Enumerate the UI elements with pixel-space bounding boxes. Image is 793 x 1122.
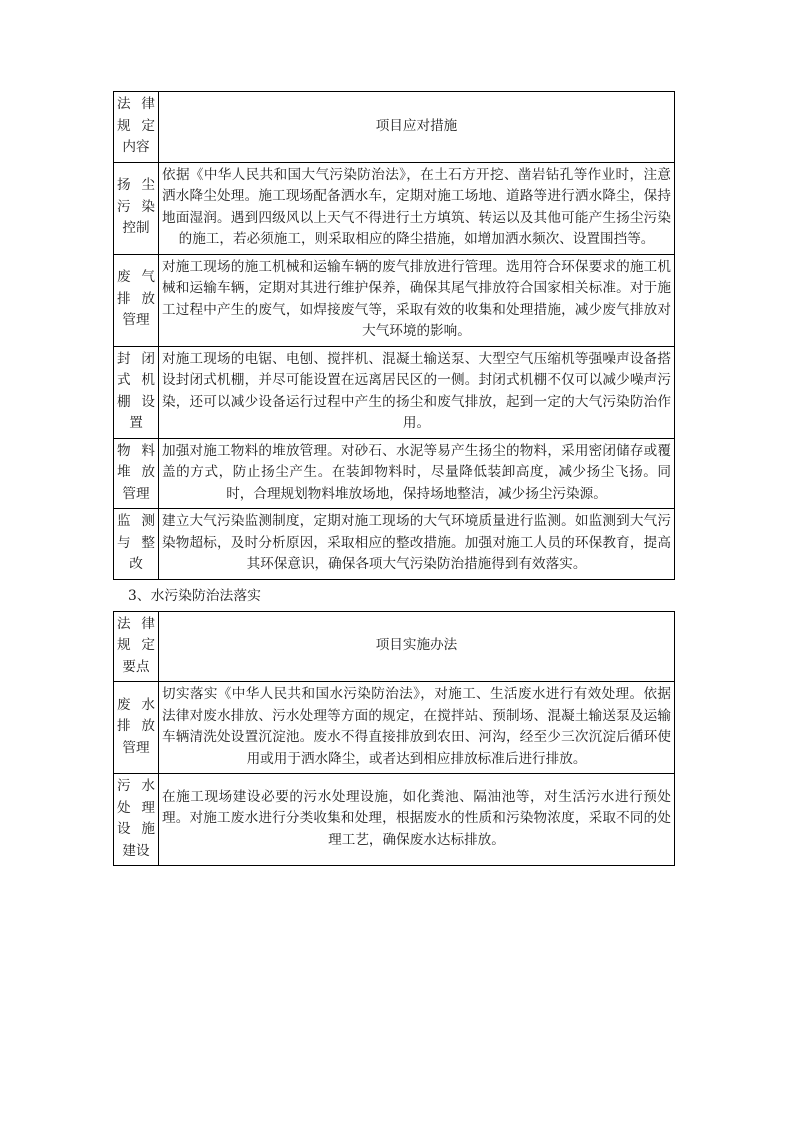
header-label-column: 法律规定要点: [114, 611, 159, 682]
row-body: 在施工现场建设必要的污水处理设施，如化粪池、隔油池等，对生活污水进行预处理。对施工废水进行分类收集和处理，根据废水的性质和污染物浓度，采取不同的处理工艺，确保废水达标排放。: [159, 774, 675, 866]
header-body-column: 项目应对措施: [159, 92, 675, 163]
row-body: 对施工现场的施工机械和运输车辆的废气排放进行管理。选用符合环保要求的施工机械和运输车辆，定期对其进行维护保养，确保其尾气排放符合国家相关标准。对于施工过程中产生的废气，如焊接废气等，采取有效的收集和处理措施，减少废气排放对大气环境的影响。: [159, 254, 675, 346]
row-body: 依据《中华人民共和国大气污染防治法》，在土石方开挖、凿岩钻孔等作业时，注意洒水降尘处理。施工现场配备洒水车，定期对施工场地、道路等进行洒水降尘，保持地面湿润。遇到四级风以上天气不得进行土方填筑、转运以及其他可能产生扬尘污染的施工，若必须施工，则采取相应的降尘措施，如增加洒水频次、设置围挡等。: [159, 162, 675, 254]
row-label: 废水排放管理: [114, 682, 159, 774]
table-row: [114, 346, 675, 438]
row-label: 封闭式机棚设置: [114, 346, 159, 438]
row-body: 对施工现场的电锯、电刨、搅拌机、混凝土输送泵、大型空气压缩机等强噪声设备搭设封闭式机棚，并尽可能设置在远离居民区的一侧。封闭式机棚不仅可以减少噪声污染，还可以减少设备运行过程中产生的扬尘和废气排放，起到一定的大气污染防治作用。: [159, 346, 675, 438]
row-body: 切实落实《中华人民共和国水污染防治法》，对施工、生活废水进行有效处理。依据法律对废水排放、污水处理等方面的规定，在搅拌站、预制场、混凝土输送泵及运输车辆清洗处设置沉淀池。废水不得直接排放到农田、河沟，经至少三次沉淀后循环使用或用于洒水降尘，或者达到相应排放标准后进行排放。: [159, 682, 675, 774]
row-label: 监测与整改: [114, 509, 159, 580]
page-content: [113, 91, 674, 866]
section-heading-water-pollution: 3、水污染防治法落实: [128, 587, 261, 604]
table-row: [114, 254, 675, 346]
table-row: [114, 774, 675, 866]
header-body-column: 项目实施办法: [159, 611, 675, 682]
row-label: 废气排放管理: [114, 254, 159, 346]
table-row: [114, 438, 675, 509]
table-header-row: [114, 611, 675, 682]
water-pollution-table: [113, 611, 675, 867]
row-label: 物料堆放管理: [114, 438, 159, 509]
row-body: 建立大气污染监测制度，定期对施工现场的大气环境质量进行监测。如监测到大气污染物超标，及时分析原因，采取相应的整改措施。加强对施工人员的环保教育，提高其环保意识，确保各项大气污染防治措施得到有效落实。: [159, 509, 675, 580]
header-label-column: 法律规定内容: [114, 92, 159, 163]
table-row: [114, 682, 675, 774]
row-body: 加强对施工物料的堆放管理。对砂石、水泥等易产生扬尘的物料，采用密闭储存或覆盖的方式，防止扬尘产生。在装卸物料时，尽量降低装卸高度，减少扬尘飞扬。同时，合理规划物料堆放场地，保持场地整洁，减少扬尘污染源。: [159, 438, 675, 509]
air-pollution-table: [113, 91, 675, 580]
table-row: [114, 509, 675, 580]
row-label: 扬尘污染控制: [114, 162, 159, 254]
row-label: 污水处理设施建设: [114, 774, 159, 866]
table-header-row: [114, 92, 675, 163]
table-row: [114, 162, 675, 254]
